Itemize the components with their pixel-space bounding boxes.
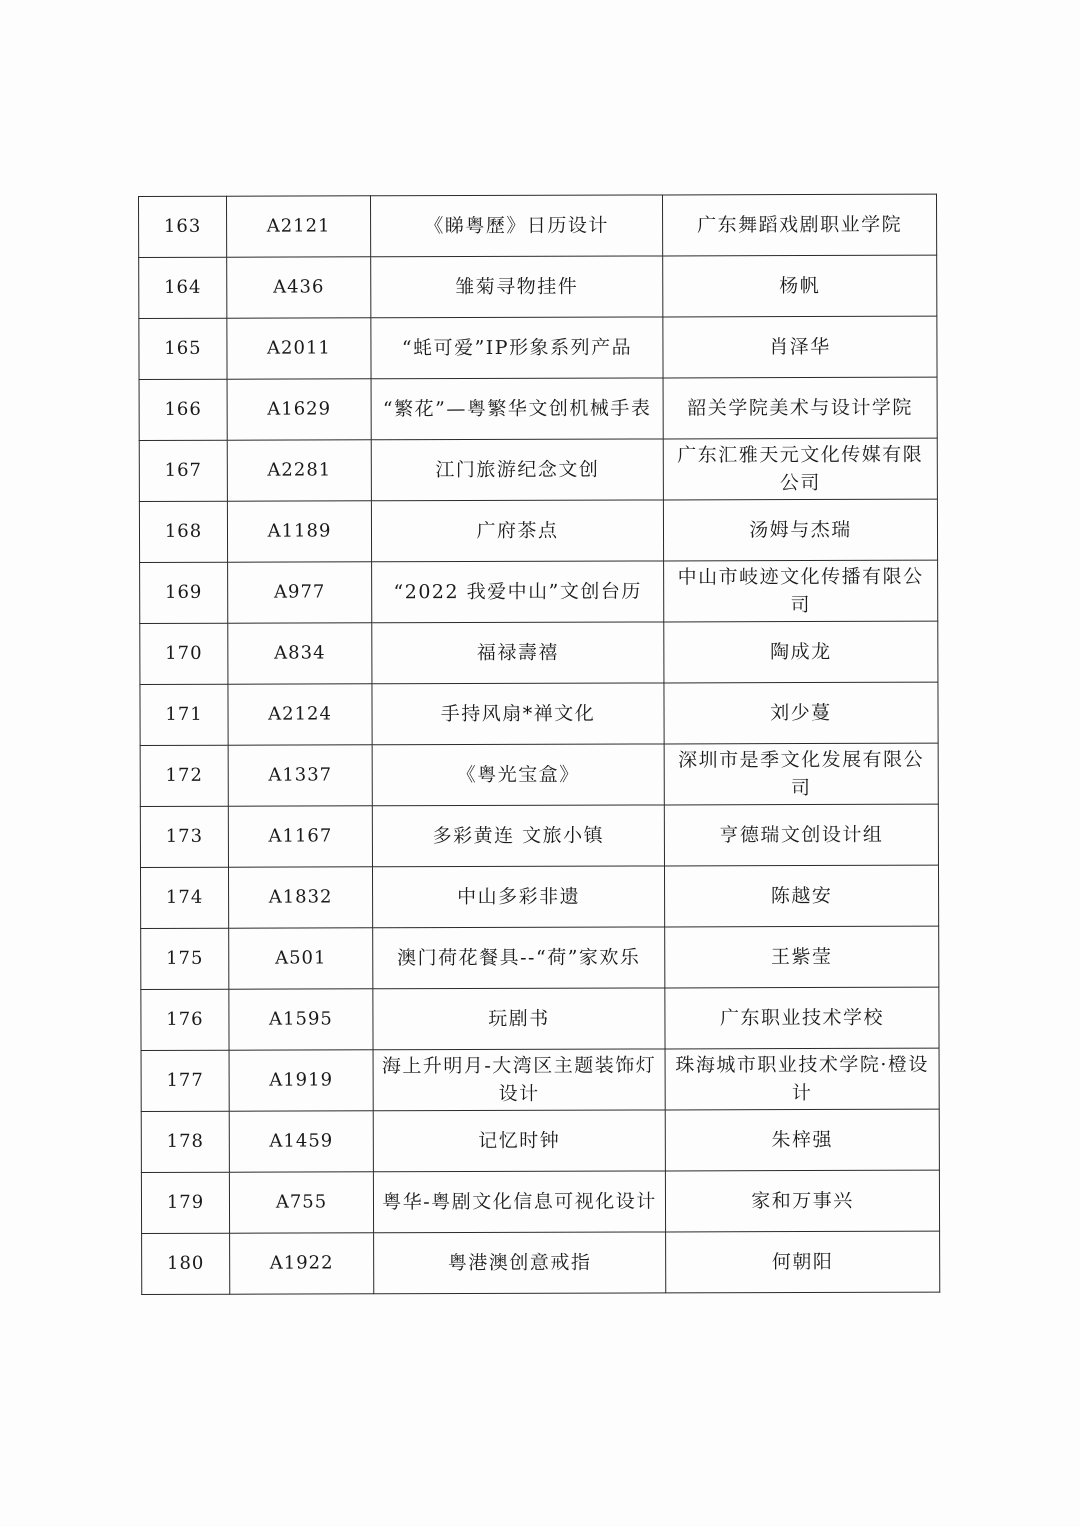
entry-code: A1922 — [230, 1233, 374, 1294]
author-name: 广东汇雅天元文化传媒有限公司 — [663, 438, 937, 500]
entry-code: A977 — [228, 562, 372, 623]
author-name: 广东舞蹈戏剧职业学院 — [662, 194, 936, 256]
entry-code: A2011 — [227, 318, 371, 379]
work-title: 手持风扇*禅文化 — [372, 683, 664, 745]
table-row — [142, 1231, 940, 1294]
author-name: 陶成龙 — [664, 621, 938, 683]
row-number: 173 — [140, 806, 228, 867]
work-title: 玩剧书 — [373, 988, 665, 1050]
row-number: 170 — [140, 623, 228, 684]
entry-code: A1595 — [229, 989, 373, 1050]
work-title: 多彩黄连 文旅小镇 — [372, 805, 664, 867]
table-row — [140, 621, 938, 684]
row-number: 174 — [140, 867, 228, 928]
work-title: “2022 我爱中山”文创台历 — [372, 561, 664, 623]
row-number: 177 — [141, 1050, 229, 1111]
table-row — [141, 1109, 939, 1172]
entry-code: A1832 — [228, 867, 372, 928]
work-title: 中山多彩非遗 — [372, 866, 664, 928]
work-title: 粤港澳创意戒指 — [374, 1232, 666, 1294]
row-number: 176 — [141, 989, 229, 1050]
table-row — [141, 987, 939, 1050]
author-name: 珠海城市职业技术学院·橙设计 — [665, 1048, 939, 1110]
row-number: 179 — [141, 1172, 229, 1233]
row-number: 178 — [141, 1111, 229, 1172]
table-row — [140, 560, 938, 623]
author-name: 杨帆 — [663, 255, 937, 317]
work-title: 《粤光宝盒》 — [372, 744, 664, 806]
work-title: 江门旅游纪念文创 — [371, 439, 663, 501]
author-name: 家和万事兴 — [665, 1170, 939, 1232]
entry-code: A501 — [229, 928, 373, 989]
row-number: 165 — [139, 318, 227, 379]
table-row — [140, 804, 938, 867]
row-number: 168 — [139, 501, 227, 562]
author-name: 刘少蔓 — [664, 682, 938, 744]
entry-code: A1629 — [227, 379, 371, 440]
row-number: 171 — [140, 684, 228, 745]
entry-code: A1189 — [227, 501, 371, 562]
author-name: 何朝阳 — [666, 1231, 940, 1293]
row-number: 172 — [140, 745, 228, 806]
author-name: 韶关学院美术与设计学院 — [663, 377, 937, 439]
entry-code: A2281 — [227, 440, 371, 501]
work-title: 粤华-粤剧文化信息可视化设计 — [373, 1171, 665, 1233]
entry-code: A2121 — [227, 196, 371, 257]
author-name: 汤姆与杰瑞 — [663, 499, 937, 561]
author-name: 中山市岐迹文化传播有限公司 — [664, 560, 938, 622]
work-title: 雏菊寻物挂件 — [371, 256, 663, 318]
award-list-table — [138, 194, 940, 1295]
table-row — [139, 194, 937, 257]
entry-code: A1167 — [228, 806, 372, 867]
row-number: 175 — [141, 928, 229, 989]
table-row — [139, 255, 937, 318]
row-number: 180 — [142, 1233, 230, 1294]
entry-code: A436 — [227, 257, 371, 318]
table-row — [140, 682, 938, 745]
author-name: 陈越安 — [664, 865, 938, 927]
table-row — [139, 438, 937, 501]
table-row — [139, 377, 937, 440]
work-title: 《睇粤歷》日历设计 — [371, 195, 663, 257]
work-title: 海上升明月-大湾区主题装饰灯设计 — [373, 1049, 665, 1111]
table-row — [140, 865, 938, 928]
entry-code: A834 — [228, 623, 372, 684]
entry-code: A755 — [229, 1172, 373, 1233]
entry-code: A1337 — [228, 745, 372, 806]
table-row — [139, 499, 937, 562]
table-row — [139, 316, 937, 379]
row-number: 169 — [140, 562, 228, 623]
table-row — [141, 1170, 939, 1233]
work-title: 澳门荷花餐具--“荷”家欢乐 — [373, 927, 665, 989]
author-name: 肖泽华 — [663, 316, 937, 378]
work-title: 记忆时钟 — [373, 1110, 665, 1172]
table-row — [141, 926, 939, 989]
author-name: 朱梓强 — [665, 1109, 939, 1171]
row-number: 163 — [139, 196, 227, 257]
entry-code: A2124 — [228, 684, 372, 745]
author-name: 广东职业技术学校 — [665, 987, 939, 1049]
work-title: 福禄壽禧 — [372, 622, 664, 684]
author-name: 王紫莹 — [665, 926, 939, 988]
entry-code: A1459 — [229, 1111, 373, 1172]
work-title: “繁花”—粤繁华文创机械手表 — [371, 378, 663, 440]
row-number: 164 — [139, 257, 227, 318]
work-title: “蚝可爱”IP形象系列产品 — [371, 317, 663, 379]
author-name: 亨德瑞文创设计组 — [664, 804, 938, 866]
work-title: 广府茶点 — [371, 500, 663, 562]
entry-code: A1919 — [229, 1050, 373, 1111]
row-number: 167 — [139, 440, 227, 501]
row-number: 166 — [139, 379, 227, 440]
table-row — [141, 1048, 939, 1111]
author-name: 深圳市是季文化发展有限公司 — [664, 743, 938, 805]
table-row — [140, 743, 938, 806]
